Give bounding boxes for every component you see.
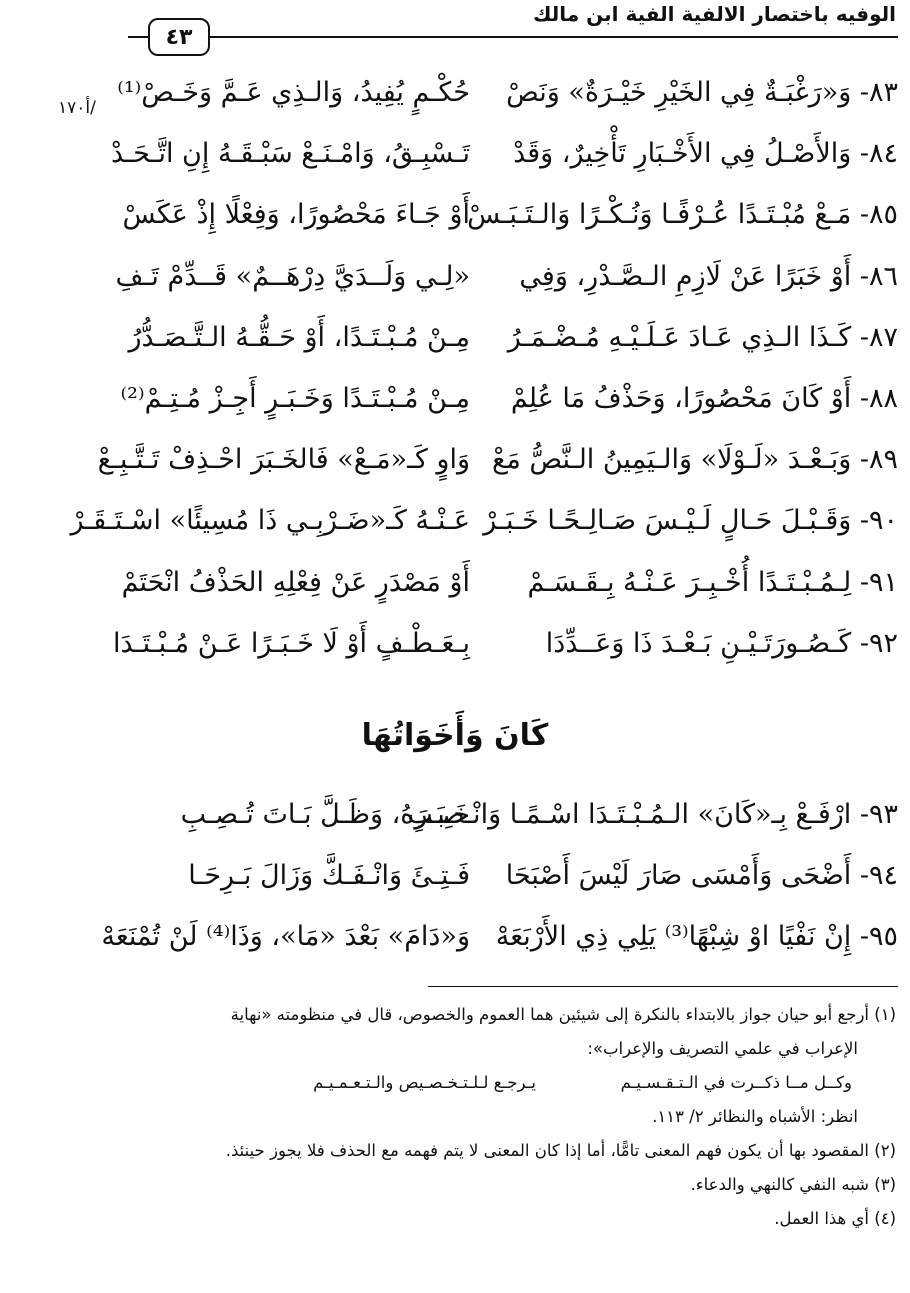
verse-86 — [115, 246, 898, 307]
verse-first-hemistich: ٩٥- إِنْ نَفْيًا اوْ شِبْهًا⁽³⁾ يَلِي ذِي الأَرْبَعَهْ — [495, 921, 898, 953]
header-rule — [128, 36, 898, 38]
verse-second-hemistich: حُكْـمٍ يُفِيدُ، وَالـذِي عَـمَّ وَخَـصْ⁽¹⁾ — [117, 77, 470, 108]
verse-second-hemistich: عَـنْـهُ كَـ«ضَـرْبِـي ذَا مُسِيئًا» اسْـتَـقَـرْ — [70, 505, 470, 537]
verse-87 — [120, 307, 898, 368]
verse-second-hemistich: مِـنْ مُـبْـتَـدًا، أَوْ حَـقُّـهُ الـتَّـصَـدُّرُ — [128, 321, 470, 353]
footnote-4: (٤) أي هذا العمل. — [774, 1209, 896, 1228]
verse-second-hemistich: بِـعَـطْـفٍ أَوْ لَا خَـبَـرًا عَـنْ مُـبْـتَـدَا — [112, 627, 470, 659]
footnote-1: (١) أرجع أبو حيان جواز بالابتداء بالنكرة إلى شيئين هما العموم والخصوص، قال في منظومته «نهاية — [230, 1005, 896, 1024]
verse-94 — [120, 845, 898, 906]
verse-93 — [120, 784, 898, 845]
footnote-1-reference: انظر: الأشباه والنظائر ٢/ ١١٣. — [652, 1107, 858, 1126]
verse-91 — [120, 552, 898, 613]
verse-second-hemistich: خَـبَـرَهُ، وَظَـلَّ بَـاتَ تُـصِـبِ — [180, 799, 470, 830]
verse-first-hemistich: ٩٢- كَـصُـورَتَـيْـنِ بَـعْـدَ ذَا وَعَــدِّدَا — [545, 627, 898, 659]
verse-first-hemistich: ٨٤- وَالأَصْـلُ فِي الأَخْـبَارِ تَأْخِيرٌ، وَقَدْ — [513, 138, 898, 170]
running-header-title: الوفيه باختصار الالفية الفية ابن مالك — [533, 2, 896, 26]
verse-first-hemistich: ٨٥- مَـعْ مُبْـتَـدًا عُـرْفًـا وَنُـكْـرًا وَالـتَـبَـسْ — [467, 199, 898, 231]
verse-first-hemistich: ٨٣- وَ«رَغْبَـةٌ فِي الخَيْرِ خَيْـرَةٌ» وَنَصْ — [506, 77, 898, 108]
verse-90 — [70, 490, 898, 551]
footnote-rule — [428, 986, 898, 987]
footnote-1-continuation: الإعراب في علمي التصريف والإعراب»: — [587, 1039, 858, 1058]
verse-85 — [120, 184, 898, 245]
verse-88 — [120, 368, 898, 429]
verse-first-hemistich: ٩٣- ارْفَـعْ بِـ«كَانَ» الـمُـبْـتَـدَا اسْـمًـا وَانْـصِـبِ — [407, 799, 898, 830]
verse-first-hemistich: ٩١- لِـمُـبْـتَـدًا أُخْـبِـرَ عَـنْـهُ بِـقَـسَـمْ — [527, 566, 898, 598]
footnote-3: (٣) شبه النفي كالنهي والدعاء. — [690, 1175, 896, 1194]
verse-second-hemistich: وَ«دَامَ» بَعْدَ «مَا»، وَذَا⁽⁴⁾ لَنْ تُمْنَعَهْ — [101, 921, 470, 953]
verse-92 — [112, 613, 898, 674]
footnotes — [120, 998, 896, 1236]
verse-83 — [117, 62, 898, 123]
verses-section-2 — [101, 784, 898, 968]
verse-first-hemistich: ٨٦- أَوْ خَبَرًا عَنْ لَازِمِ الـصَّـدْرِ، وَفِي — [519, 260, 898, 292]
verse-first-hemistich: ٩٠- وَقَـبْـلَ حَـالٍ لَـيْـسَ صَـالِـحًـا خَـبَـرْ — [483, 505, 898, 537]
verse-first-hemistich: ٨٧- كَـذَا الـذِي عَـادَ عَـلَـيْـهِ مُـضْـمَـرُ — [507, 321, 898, 353]
margin-note: /أ١٧٠ — [58, 98, 96, 118]
verse-first-hemistich: ٨٩- وَبَـعْـدَ «لَـوْلَا» وَالـيَمِينُ الـنَّصُّ مَعْ — [492, 444, 898, 476]
verse-second-hemistich: فَـتِـئَ وَانْـفَـكَّ وَزَالَ بَـرِحَـا — [188, 860, 470, 892]
verse-second-hemistich: أَوْ مَصْدَرٍ عَنْ فِعْلِهِ الحَذْفُ انْحَتَمْ — [121, 566, 470, 598]
footnote-2: (٢) المقصود بها أن يكون فهم المعنى تامًّا، أما إذا كان المعنى لا يتم فهمه مع الحذف فلا يجوز حينئذ. — [225, 1141, 896, 1160]
footnote-1-poem — [120, 1066, 896, 1100]
verse-89 — [97, 429, 898, 490]
verse-second-hemistich: مِـنْ مُـبْـتَـدًا وَخَـبَـرٍ أَجِـزْ مُـتِـمْ⁽²⁾ — [120, 382, 470, 414]
verse-second-hemistich: وَاوٍ كَـ«مَـعْ» فَالخَـبَرَ احْـذِفْ تَـتَّـبِـعْ — [97, 444, 470, 476]
verse-first-hemistich: ٨٨- أَوْ كَانَ مَحْصُورًا، وَحَذْفُ مَا عُلِمْ — [510, 382, 898, 414]
verse-84 — [111, 123, 898, 184]
verse-second-hemistich: أَوْ جَـاءَ مَحْصُورًا، وَفِعْلًا إِذْ عَكَسْ — [122, 199, 470, 231]
page-number: ٤٣ — [148, 18, 210, 56]
section-title: كَانَ وَأَخَوَاتُهَا — [361, 718, 549, 753]
poem-second-hemistich: يـرجـع لـلـتـخـصـيص والـتـعـمـيـم — [313, 1073, 536, 1092]
verse-first-hemistich: ٩٤- أَضْحَى وَأَمْسَى صَارَ لَيْسَ أَصْبَحَا — [505, 860, 898, 892]
verse-second-hemistich: «لِـي وَلَــدَيَّ دِرْهَــمٌ» قَــدِّمْ تَـفِ — [115, 260, 470, 292]
verse-95 — [101, 906, 898, 967]
poem-first-hemistich: وكــل مــا ذكــرت في الـتـقـسـيـم — [620, 1073, 852, 1092]
verse-second-hemistich: تَـسْبِـقُ، وَامْـنَـعْ سَبْـقَـهُ إِنِ اتَّـحَـدْ — [111, 138, 470, 170]
